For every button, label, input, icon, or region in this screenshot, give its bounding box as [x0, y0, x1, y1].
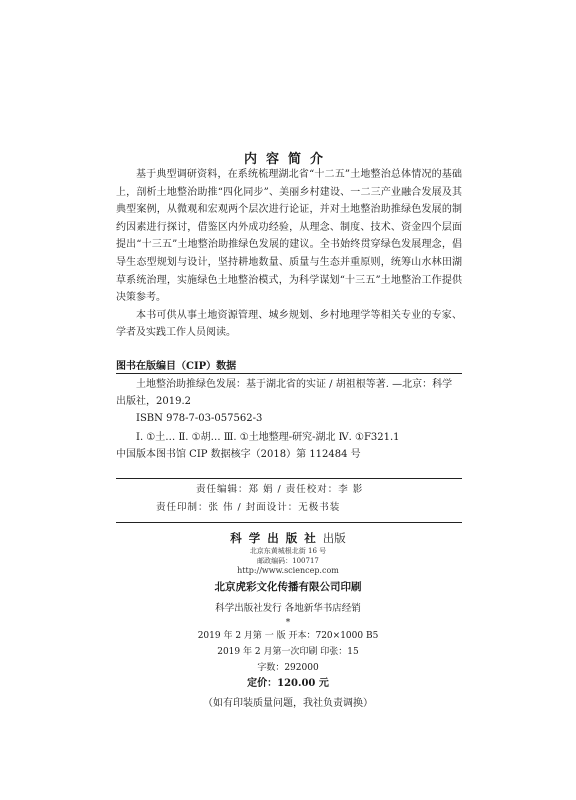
- cip-classification: Ⅰ. ①土… Ⅱ. ①胡… Ⅲ. ①土地整理-研究-湖北 Ⅳ. ①F321.1: [136, 432, 400, 443]
- printer-name: 北京虎彩文化传播有限公司印刷: [214, 581, 362, 593]
- publisher-name-text: 科学出版社: [230, 531, 323, 545]
- publisher-name: [0, 530, 576, 546]
- cip-isbn: ISBN 978-7-03-057562-3: [136, 413, 263, 424]
- intro-paragraph-2: 本书可供从事土地资源管理、城乡规划、乡村地理学等相关专业的专家、学者及实践工作人员阅读。: [116, 309, 462, 339]
- divider-line: [116, 522, 462, 523]
- publisher-name-suffix: 出版: [322, 531, 346, 545]
- divider-line: [116, 478, 462, 479]
- publisher-website: http://www.sciencep.com: [237, 566, 339, 575]
- publisher-postcode: 邮政编码：100717: [257, 557, 319, 565]
- word-count: 字数：292000: [257, 663, 319, 673]
- intro-body: [116, 166, 462, 342]
- editors-block: [116, 481, 462, 517]
- cip-heading: 图书在版编目（CIP）数据: [116, 361, 237, 372]
- cip-entry: 土地整治助推绿色发展：基于湖北省的实证 / 胡祖根等著. —北京：科学出版社，2019.2: [116, 379, 453, 407]
- distribution-line: 科学出版社发行 各地新华书店经销: [215, 603, 361, 614]
- editors-line-2: 责任印制：张 伟 / 封面设计：无极书装: [156, 502, 341, 513]
- price: 定价：120.00 元: [247, 678, 329, 689]
- edition-line-1: 2019 年 2 月第 一 版 开本：720×1000 B5: [197, 631, 379, 641]
- edition-block: [0, 628, 576, 712]
- asterisk-mark: *: [285, 618, 291, 628]
- intro-paragraph-1: 基于典型调研资料，在系统梳理湖北省“十二五”土地整治总体情况的基础上，剖析土地整治助推“四化同步”、美丽乡村建设、一二三产业融合发展及其典型案例，从微观和宏观两个层次进行论证，并对土地整治助推绿色发展的制约因素进行探讨，借鉴区内外成功经验，从理念、制度、技术、资金四个层面提出“十三五”土地整治助推绿色发展的建议。全书始终贯穿绿色发展理念，倡导生态型规划与设计，坚持耕地数量、质量与生态并重原则，统筹山水林田湖草系统治理，实施绿色土地整治模式，为科学谋划“十三五”土地整治工作提供决策参考。: [116, 169, 462, 304]
- publisher-block: [0, 530, 576, 628]
- intro-title: 内容简介: [243, 152, 332, 167]
- publisher-address: 北京东黄城根北街 16 号: [249, 547, 327, 555]
- edition-line-2: 2019 年 2 月第一次印刷 印张：15: [217, 647, 359, 657]
- quality-notice: （如有印装质量问题，我社负责调换）: [203, 698, 373, 709]
- cip-data: [116, 376, 462, 463]
- editors-line-1: 责任编辑：郑 娟 / 责任校对：李 影: [196, 484, 364, 495]
- cip-catalog-number: 中国版本图书馆 CIP 数据核字（2018）第 112484 号: [116, 449, 361, 460]
- divider-line: [116, 373, 462, 374]
